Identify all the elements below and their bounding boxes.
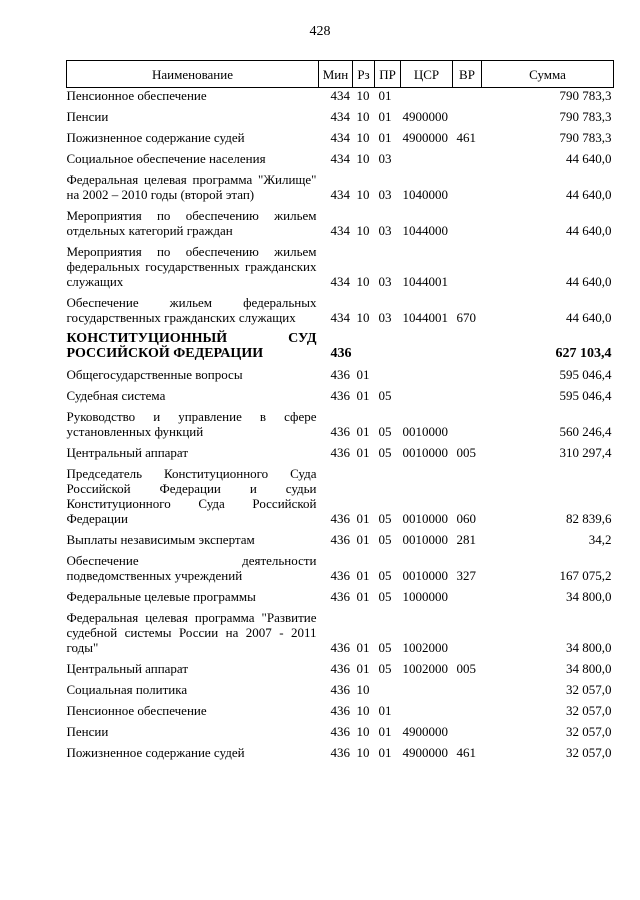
row-pr (375, 367, 401, 388)
row-pr: 05 (378, 445, 392, 460)
row-pr: 03 (378, 151, 392, 166)
row-vr (453, 151, 482, 172)
table-body (67, 88, 614, 767)
table-row (67, 295, 614, 331)
row-pr: 01 (378, 109, 392, 124)
row-vr (453, 172, 482, 208)
row-csr (401, 703, 453, 724)
row-csr: 4900000 (402, 130, 448, 145)
page-number: 428 (309, 24, 331, 39)
table-row (67, 367, 614, 388)
table-row (67, 208, 614, 244)
table-row (67, 244, 614, 295)
row-name: Общегосударственные вопросы (66, 367, 243, 382)
table-row (67, 388, 614, 409)
row-csr: 1000000 (402, 589, 448, 604)
row-min: 436 (330, 568, 350, 583)
row-pr: 05 (378, 661, 392, 676)
row-name: Центральный аппарат (66, 445, 189, 460)
row-pr: 05 (378, 589, 392, 604)
row-rz: 01 (356, 532, 370, 547)
row-rz: 10 (356, 223, 370, 238)
row-csr: 1044001 (402, 310, 448, 325)
row-min: 436 (330, 511, 350, 526)
row-pr: 01 (378, 703, 392, 718)
table-row (67, 532, 614, 553)
row-csr: 4900000 (402, 745, 448, 760)
row-name: Федеральные целевые программы (66, 589, 256, 604)
table-row (67, 331, 614, 367)
row-rz: 01 (356, 589, 370, 604)
row-csr: 1002000 (402, 640, 448, 655)
row-vr (453, 682, 482, 703)
table-row (67, 745, 614, 766)
row-sum: 44 640,0 (566, 187, 612, 202)
row-vr (453, 724, 482, 745)
row-min: 436 (330, 388, 350, 403)
row-vr (453, 367, 482, 388)
row-min: 434 (330, 187, 350, 202)
row-min: 436 (330, 445, 350, 460)
row-pr: 05 (378, 388, 392, 403)
row-vr (453, 409, 482, 445)
row-sum: 44 640,0 (566, 274, 612, 289)
row-rz: 10 (356, 130, 370, 145)
row-sum: 167 075,2 (559, 568, 612, 583)
row-min: 436 (330, 661, 350, 676)
row-rz: 01 (356, 511, 370, 526)
row-min: 436 (330, 532, 350, 547)
row-vr (453, 610, 482, 661)
row-name: Председатель Конституционного Суда Российской Федерации и судьи Конституционного Суда Российской Федерации (66, 466, 317, 526)
row-rz: 10 (356, 274, 370, 289)
row-csr: 1044000 (402, 223, 448, 238)
row-pr: 05 (378, 511, 392, 526)
header-rz: Рз (353, 61, 375, 88)
row-vr: 670 (456, 310, 476, 325)
table-row (67, 109, 614, 130)
row-csr: 1044001 (402, 274, 448, 289)
row-sum: 560 246,4 (559, 424, 612, 439)
table-row (67, 589, 614, 610)
row-min: 436 (330, 367, 350, 382)
row-name: Пенсии (66, 109, 109, 124)
table-row (67, 172, 614, 208)
row-sum: 44 640,0 (566, 223, 612, 238)
row-csr: 0010000 (402, 511, 448, 526)
row-name: Федеральная целевая программа "Развитие судебной системы России на 2007 - 2011 годы" (66, 610, 317, 655)
row-pr: 05 (378, 568, 392, 583)
row-rz: 10 (356, 682, 370, 697)
row-min: 434 (330, 223, 350, 238)
row-name: Мероприятия по обеспечению жильем отдельных категорий граждан (66, 208, 317, 238)
row-sum: 310 297,4 (559, 445, 612, 460)
row-min: 434 (330, 274, 350, 289)
row-sum: 32 057,0 (566, 682, 612, 697)
row-csr: 1002000 (402, 661, 448, 676)
row-vr (453, 208, 482, 244)
row-vr: 005 (456, 445, 476, 460)
row-rz: 10 (356, 151, 370, 166)
row-rz: 01 (356, 388, 370, 403)
row-name: Руководство и управление в сфере установленных функций (66, 409, 317, 439)
header-name: Наименование (67, 61, 319, 88)
row-sum: 44 640,0 (566, 151, 612, 166)
row-pr: 01 (378, 130, 392, 145)
row-sum: 34,2 (588, 532, 612, 547)
row-csr: 0010000 (402, 532, 448, 547)
row-vr: 005 (456, 661, 476, 676)
row-sum: 32 057,0 (566, 724, 612, 739)
row-min: 436 (330, 703, 350, 718)
row-pr: 01 (378, 88, 392, 103)
row-min: 436 (330, 346, 352, 361)
table-row (67, 703, 614, 724)
row-sum: 595 046,4 (559, 388, 612, 403)
row-pr (375, 682, 401, 703)
row-csr: 0010000 (402, 568, 448, 583)
row-csr: 4900000 (402, 724, 448, 739)
row-pr: 03 (378, 310, 392, 325)
row-pr: 01 (378, 724, 392, 739)
row-vr: 060 (456, 511, 476, 526)
row-vr (453, 244, 482, 295)
row-name: Обеспечение деятельности подведомственных учреждений (66, 553, 317, 583)
row-sum: 82 839,6 (566, 511, 612, 526)
row-rz: 01 (356, 568, 370, 583)
header-min: Мин (319, 61, 353, 88)
row-rz: 10 (356, 703, 370, 718)
row-min: 436 (330, 724, 350, 739)
table-row (67, 610, 614, 661)
table-row (67, 88, 614, 110)
row-rz: 10 (356, 310, 370, 325)
row-csr (401, 367, 453, 388)
row-vr (453, 88, 482, 110)
row-name: Пожизненное содержание судей (66, 130, 245, 145)
row-sum: 32 057,0 (566, 745, 612, 760)
row-sum: 34 800,0 (566, 640, 612, 655)
row-vr (453, 589, 482, 610)
row-csr (401, 331, 453, 367)
row-min: 436 (330, 682, 350, 697)
row-pr: 01 (378, 745, 392, 760)
row-csr (401, 682, 453, 703)
row-pr: 05 (378, 424, 392, 439)
header-sum: Сумма (482, 61, 614, 88)
table-row (67, 724, 614, 745)
row-sum: 627 103,4 (555, 346, 612, 361)
row-vr (453, 703, 482, 724)
row-rz: 10 (356, 88, 370, 103)
table-row (67, 661, 614, 682)
budget-table (66, 60, 614, 766)
row-name: Пенсионное обеспечение (66, 703, 207, 718)
table-row (67, 553, 614, 589)
row-rz: 01 (356, 445, 370, 460)
row-csr: 1040000 (402, 187, 448, 202)
row-vr (453, 331, 482, 367)
row-csr (401, 88, 453, 110)
row-min: 434 (330, 310, 350, 325)
row-pr (375, 331, 401, 367)
row-rz: 10 (356, 724, 370, 739)
row-sum: 595 046,4 (559, 367, 612, 382)
row-min: 434 (330, 151, 350, 166)
row-name: Пенсионное обеспечение (66, 88, 207, 103)
row-sum: 34 800,0 (566, 589, 612, 604)
table-row (67, 151, 614, 172)
row-name: Мероприятия по обеспечению жильем федеральных государственных гражданских служащих (66, 244, 317, 289)
header-vr: ВР (453, 61, 482, 88)
row-min: 436 (330, 424, 350, 439)
row-pr: 03 (378, 274, 392, 289)
row-rz: 01 (356, 640, 370, 655)
row-sum: 34 800,0 (566, 661, 612, 676)
row-pr: 03 (378, 223, 392, 238)
row-name: Социальное обеспечение населения (66, 151, 266, 166)
row-name: Обеспечение жильем федеральных государственных гражданских служащих (66, 295, 317, 325)
row-min: 436 (330, 640, 350, 655)
row-name: Судебная система (66, 388, 166, 403)
table-row (67, 682, 614, 703)
row-rz: 01 (356, 424, 370, 439)
row-rz: 01 (356, 661, 370, 676)
row-name: КОНСТИТУЦИОННЫЙ СУД РОССИЙСКОЙ ФЕДЕРАЦИИ (66, 331, 317, 361)
row-min: 434 (330, 130, 350, 145)
row-sum: 44 640,0 (566, 310, 612, 325)
row-rz (353, 331, 375, 367)
header-csr: ЦСР (401, 61, 453, 88)
row-min: 436 (330, 745, 350, 760)
table-row (67, 466, 614, 532)
row-rz: 10 (356, 109, 370, 124)
row-min: 434 (330, 109, 350, 124)
row-sum: 32 057,0 (566, 703, 612, 718)
row-sum: 790 783,3 (559, 109, 612, 124)
row-name: Центральный аппарат (66, 661, 189, 676)
row-pr: 03 (378, 187, 392, 202)
row-name: Пенсии (66, 724, 109, 739)
row-min: 434 (330, 88, 350, 103)
table-row (67, 130, 614, 151)
row-name: Пожизненное содержание судей (66, 745, 245, 760)
row-csr: 0010000 (402, 445, 448, 460)
row-vr: 281 (456, 532, 476, 547)
row-rz: 10 (356, 745, 370, 760)
row-vr (453, 388, 482, 409)
row-vr: 461 (456, 745, 476, 760)
row-rz: 01 (356, 367, 370, 382)
row-csr (401, 388, 453, 409)
row-sum: 790 783,3 (559, 88, 612, 103)
row-name: Выплаты независимым экспертам (66, 532, 255, 547)
row-rz: 10 (356, 187, 370, 202)
row-pr: 05 (378, 640, 392, 655)
row-vr: 327 (456, 568, 476, 583)
row-min: 436 (330, 589, 350, 604)
row-sum: 790 783,3 (559, 130, 612, 145)
row-pr: 05 (378, 532, 392, 547)
row-vr (453, 109, 482, 130)
row-name: Социальная политика (66, 682, 188, 697)
row-name: Федеральная целевая программа "Жилище" на 2002 – 2010 годы (второй этап) (66, 172, 317, 202)
table-header (67, 61, 614, 88)
row-csr: 0010000 (402, 424, 448, 439)
header-pr: ПР (375, 61, 401, 88)
row-csr: 4900000 (402, 109, 448, 124)
table-row (67, 445, 614, 466)
row-vr: 461 (456, 130, 476, 145)
row-csr (401, 151, 453, 172)
table-row (67, 409, 614, 445)
